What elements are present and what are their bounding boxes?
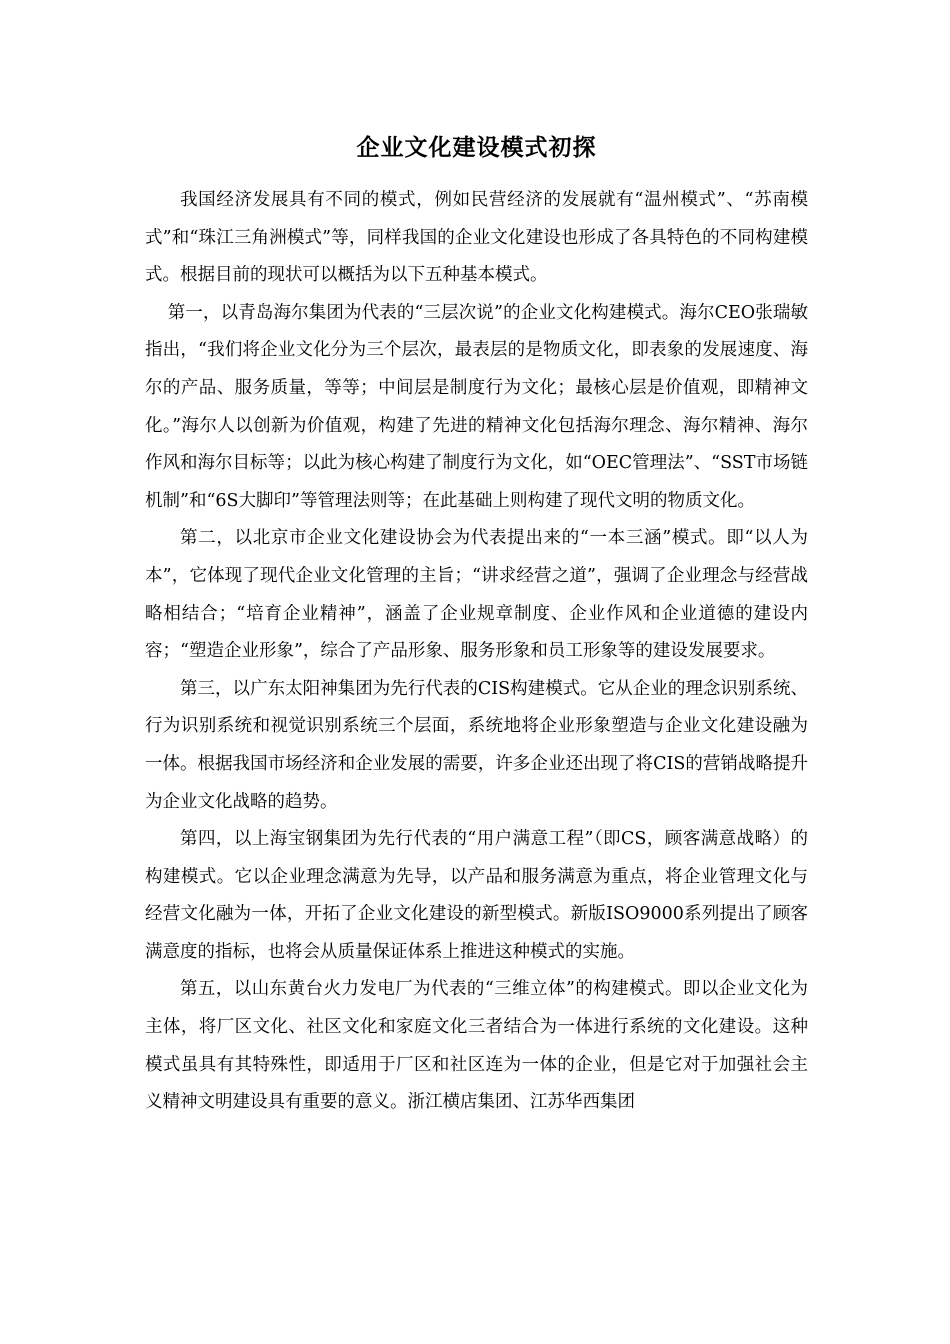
paragraph-model-2: 第二，以北京市企业文化建设协会为代表提出来的“一本三涵”模式。即“以人为本”，它体现了现代企业文化管理的主旨；“讲求经营之道”，强调了企业理念与经营战略相结合；“培育企业精神”，涵盖了企业规章制度、企业作风和企业道德的建设内容；“塑造企业形象”，综合了产品形象、服务形象和员工形象等的建设发展要求。 <box>145 528 808 662</box>
paragraph-model-3: 第三，以广东太阳神集团为先行代表的CIS构建模式。它从企业的理念识别系统、行为识别系统和视觉识别系统三个层面，系统地将企业形象塑造与企业文化建设融为一体。根据我国市场经济和企业发展的需要，许多企业还出现了将CIS的营销战略提升为企业文化战略的趋势。 <box>145 678 808 812</box>
paragraph-model-1: 第一，以青岛海尔集团为代表的“三层次说”的企业文化构建模式。海尔CEO张瑞敏指出，“我们将企业文化分为三个层次，最表层的是物质文化，即表象的发展速度、海尔的产品、服务质量，等等；中间层是制度行为文化；最核心层是价值观，即精神文化。”海尔人以创新为价值观，构建了先进的精神文化包括海尔理念、海尔精神、海尔作风和海尔目标等；以此为核心构建了制度行为文化，如“OEC管理法”、“SST市场链机制”和“6S大脚印”等管理法则等；在此基础上则构建了现代文明的物质文化。 <box>145 302 808 511</box>
paragraph-model-5: 第五，以山东黄台火力发电厂为代表的“三维立体”的构建模式。即以企业文化为主体，将厂区文化、社区文化和家庭文化三者结合为一体进行系统的文化建设。这种模式虽具有其特殊性，即适用于厂区和社区连为一体的企业，但是它对于加强社会主义精神文明建设具有重要的意义。浙江横店集团、江苏华西集团 <box>145 979 808 1113</box>
paragraph-model-4: 第四，以上海宝钢集团为先行代表的“用户满意工程”（即CS，顾客满意战略）的构建模式。它以企业理念满意为先导，以产品和服务满意为重点，将企业管理文化与经营文化融为一体，开拓了企业文化建设的新型模式。新版ISO9000系列提出了顾客满意度的指标，也将会从质量保证体系上推进这种模式的实施。 <box>145 829 808 962</box>
document-title: 企业文化建设模式初探 <box>356 134 597 161</box>
paragraph-intro: 我国经济发展具有不同的模式，例如民营经济的发展就有“温州模式”、“苏南模式”和“珠江三角洲模式”等，同样我国的企业文化建设也形成了各具特色的不同构建模式。根据目前的现状可以概括为以下五种基本模式。 <box>145 190 808 286</box>
document-body <box>145 122 808 1122</box>
